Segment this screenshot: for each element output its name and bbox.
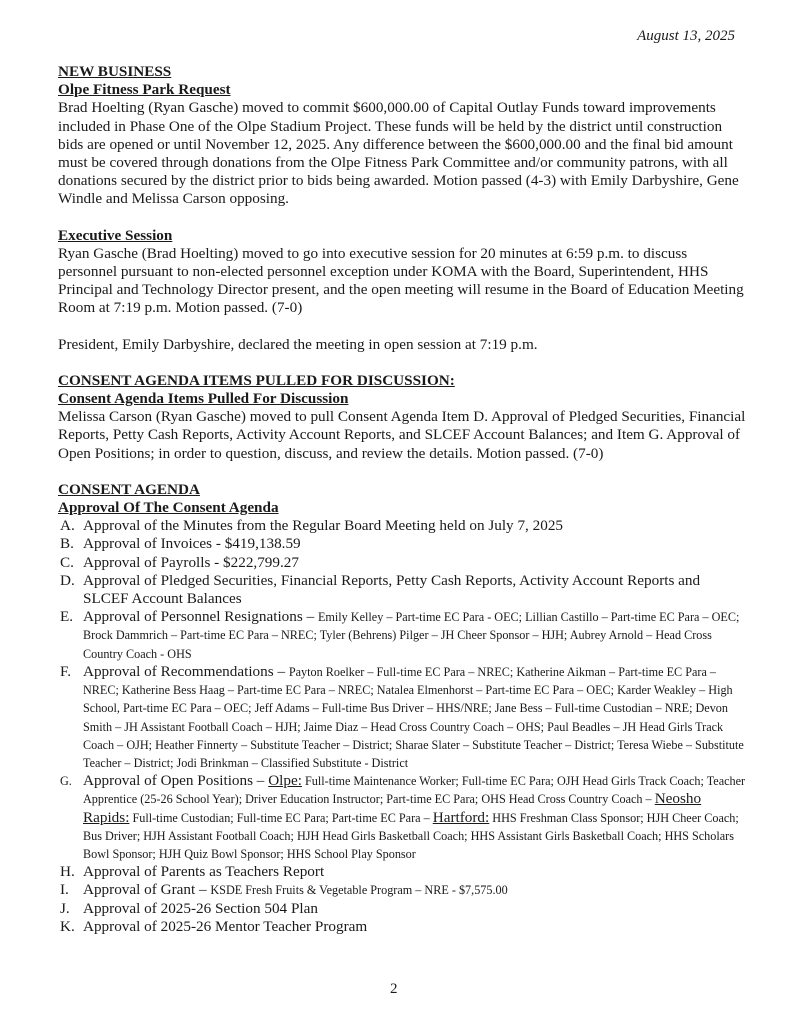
consent-agenda-list xyxy=(58,517,748,936)
neosho-rapids-positions: Full-time Custodian; Full-time EC Para; Part-time EC Para – xyxy=(129,810,433,825)
page-number: 2 xyxy=(390,981,398,997)
consent-agenda-subheading: Approval Of The Consent Agenda xyxy=(58,499,279,517)
agenda-item-d xyxy=(58,572,748,608)
item-title: Approval of Grant – xyxy=(83,881,211,899)
item-text: Approval of 2025-26 Mentor Teacher Program xyxy=(83,917,368,935)
item-title: Approval of Personnel Resignations – xyxy=(83,608,318,626)
agenda-item-i xyxy=(58,881,748,899)
agenda-item-e xyxy=(58,608,748,663)
item-text: Approval of the Minutes from the Regular Board Meeting held on July 7, 2025 xyxy=(83,517,564,535)
item-detail: Emily Kelley – Part-time EC Para - OEC; Lillian Castillo – Part-time EC Para – OEC; Brock Dammrich – Part-time EC Para – NREC; Tyler (Behrens) Pilger – JH Cheer Sponsor – HJH; Aubrey Arnold – Head Cross Country Coach - OHS xyxy=(83,610,740,661)
item-letter: F. xyxy=(60,662,72,680)
item-title: Approval of Open Positions – xyxy=(83,772,269,790)
agenda-item-f xyxy=(58,663,748,772)
agenda-item-g xyxy=(58,772,748,863)
agenda-item-a xyxy=(58,517,748,535)
olpe-positions: Full-time Maintenance Worker; Full-time EC Para; OJH Head Girls Track Coach; Teacher Apprentice (25-26 School Year); Driver Education Instructor; Part-time EC Para; OHS Head Cross Country Coach – xyxy=(83,774,746,807)
new-business-heading: NEW BUSINESS xyxy=(58,63,172,80)
item-detail: Payton Roelker – Full-time EC Para – NREC; Katherine Aikman – Part-time EC Para – NREC; Katherine Bess Haag – Part-time EC Para – NREC; Natalea Elmenhorst – Part-time EC Para – OEC; Karder Weakley – High School, Part-time EC Para – OEC; Jeff Adams – Full-time Bus Driver – HHS/NRE; Jane Bess – Full-time Custodian – NRE; Devon Smith – JH Assistant Football Coach – HJH; Jaime Diaz – Head Cross Country Coach – OHS; Paul Beadles – JH Head Girls Track Coach – OJH; Heather Finnerty – Substitute Teacher – District; Sharae Slater – Substitute Teacher – District; Teresa Wiebe – Substitute Teacher – District; Jodi Brinkman – Classified Substitute - District xyxy=(83,664,744,770)
agenda-item-h xyxy=(58,863,748,881)
open-session-declaration: President, Emily Darbyshire, declared the meeting in open session at 7:19 p.m. xyxy=(58,335,538,353)
item-letter: A. xyxy=(60,517,75,535)
olpe-label: Olpe: xyxy=(268,772,302,790)
item-letter: I. xyxy=(60,881,69,899)
item-detail: KSDE Fresh Fruits & Vegetable Program – NRE - $7,575.00 xyxy=(210,883,508,898)
consent-agenda-heading: CONSENT AGENDA xyxy=(58,480,200,498)
item-letter: C. xyxy=(60,553,74,571)
agenda-item-b xyxy=(58,535,748,553)
olpe-fitness-motion: Brad Hoelting (Ryan Gasche) moved to commit $600,000.00 of Capital Outlay Funds toward improvements included in Phase One of the Olpe Stadium Project. These funds will be held by the district until construction bids are opened or until November 12, 2025. Any difference between the $600,000.00 and the final bid amount must be covered through donations from the Olpe Fitness Park Committee and/or community patrons, with all donations secured by the district prior to bids being awarded. Motion passed (4-3) with Emily Darbyshire, Gene Windle and Melissa Carson opposing. xyxy=(58,99,739,208)
item-letter: D. xyxy=(60,571,75,589)
minutes-body xyxy=(58,63,748,936)
item-letter: H. xyxy=(60,863,75,881)
item-text: Approval of Payrolls - $222,799.27 xyxy=(83,553,299,571)
item-letter: J. xyxy=(60,899,70,917)
pulled-items-motion: Melissa Carson (Ryan Gasche) moved to pull Consent Agenda Item D. Approval of Pledged Securities, Financial Reports, Petty Cash Reports, Activity Account Reports, and SLCEF Account Balances; and Item G. Approval of Open Positions; in order to question, discuss, and review the details. Motion passed. (7-0) xyxy=(58,408,746,462)
meeting-date: August 13, 2025 xyxy=(637,28,735,44)
agenda-item-k xyxy=(58,918,748,936)
neosho-rapids-label: Neosho Rapids: xyxy=(83,790,702,826)
item-title: Approval of Recommendations – xyxy=(83,662,289,680)
olpe-fitness-heading: Olpe Fitness Park Request xyxy=(58,81,231,99)
item-text: Approval of Parents as Teachers Report xyxy=(83,863,325,881)
item-letter: K. xyxy=(60,917,75,935)
hartford-label: Hartford: xyxy=(432,808,490,826)
executive-session-motion: Ryan Gasche (Brad Hoelting) moved to go into executive session for 20 minutes at 6:59 p.m. to discuss personnel pursuant to non-elected personnel exception under KOMA with the Board, Superintendent, HHS Principal and Technology Director present, and the open meeting will resume in the Board of Education Meeting Room at 7:19 p.m. Motion passed. (7-0) xyxy=(58,244,744,317)
pulled-items-heading: CONSENT AGENDA ITEMS PULLED FOR DISCUSSION: xyxy=(58,371,455,389)
agenda-item-c xyxy=(58,554,748,572)
item-letter: G. xyxy=(60,774,72,789)
item-letter: B. xyxy=(60,535,74,553)
item-text: Approval of 2025-26 Section 504 Plan xyxy=(83,899,318,917)
pulled-items-subheading: Consent Agenda Items Pulled For Discussion xyxy=(58,390,349,408)
executive-session-heading: Executive Session xyxy=(58,226,173,244)
agenda-item-j xyxy=(58,900,748,918)
item-text: Approval of Invoices - $419,138.59 xyxy=(83,535,301,553)
item-text: Approval of Pledged Securities, Financial Reports, Petty Cash Reports, Activity Account Reports and SLCEF Account Balances xyxy=(83,571,701,608)
hartford-positions: HHS Freshman Class Sponsor; HJH Cheer Coach; Bus Driver; HJH Assistant Football Coach; HJH Head Girls Basketball Coach; HHS Assistant Girls Basketball Coach; HHS Scholars Bowl Sponsor; HJH Quiz Bowl Sponsor; HHS School Play Sponsor xyxy=(83,810,739,861)
item-letter: E. xyxy=(60,608,74,626)
